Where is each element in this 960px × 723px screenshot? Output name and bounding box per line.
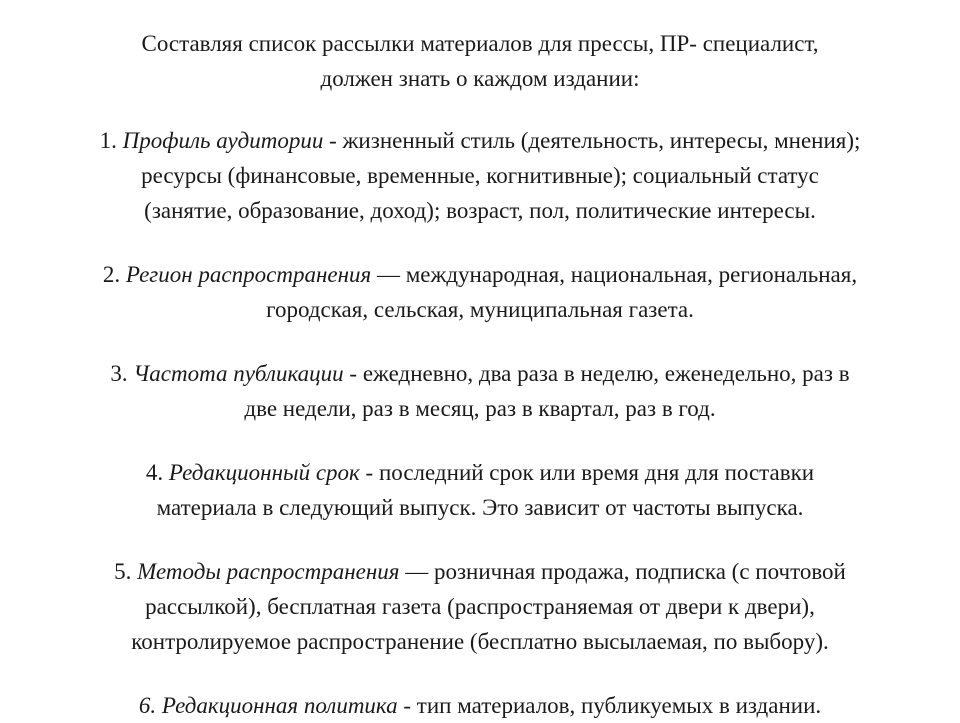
list-item-line — [0, 257, 960, 292]
list-item-line: (занятие, образование, доход); возраст, пол, политические интересы. — [144, 198, 816, 223]
item-description: — розничная продажа, подписка (с почтовой — [399, 559, 846, 584]
list-item-publication-frequency — [0, 356, 960, 426]
item-term: Частота публикации — [133, 361, 344, 386]
list-item-distribution-methods — [0, 554, 960, 659]
list-item-line — [0, 356, 960, 391]
item-number: 1. — [99, 128, 123, 153]
list-item-editorial-deadline — [0, 455, 960, 525]
list-item-line: рассылкой), бесплатная газета (распространяемая от двери к двери), — [145, 594, 815, 619]
item-term: Редакционный срок — [168, 460, 360, 485]
item-description: - тип материалов, публикуемых в издании. — [397, 693, 822, 718]
list-item-line: ресурсы (финансовые, временные, когнитивные); социальный статус — [141, 163, 819, 188]
intro-paragraph — [0, 26, 960, 96]
list-item-line: две недели, раз в месяц, раз в квартал, раз в год. — [244, 396, 716, 421]
item-description: - жизненный стиль (деятельность, интересы, мнения); — [323, 128, 861, 153]
list-item-line — [0, 554, 960, 589]
list-item-line — [0, 455, 960, 490]
list-item-distribution-region — [0, 257, 960, 327]
list-item-line — [0, 688, 960, 723]
item-number: 3. — [110, 361, 134, 386]
list-item-line: городская, сельская, муниципальная газета. — [266, 297, 694, 322]
item-number: 6. — [138, 693, 162, 718]
list-item-line — [0, 123, 960, 158]
item-number: 4. — [145, 460, 169, 485]
item-term: Регион распространения — [125, 262, 372, 287]
item-description: - последний срок или время дня для поставки — [359, 460, 815, 485]
item-number: 2. — [102, 262, 126, 287]
item-number: 5. — [114, 559, 138, 584]
item-term: Методы распространения — [137, 559, 400, 584]
intro-line-2: должен знать о каждом издании: — [320, 66, 640, 91]
list-item-line: материала в следующий выпуск. Это зависит от частоты выпуска. — [156, 495, 804, 520]
item-description: - ежедневно, два раза в неделю, еженедельно, раз в — [343, 361, 850, 386]
item-description: — международная, национальная, региональная, — [371, 262, 858, 287]
intro-line-1: Составляя список рассылки материалов для прессы, ПР- специалист, — [141, 31, 819, 56]
item-term: Редакционная политика — [161, 693, 398, 718]
list-item-editorial-policy — [0, 688, 960, 723]
item-term: Профиль аудитории — [122, 128, 324, 153]
list-item-audience-profile — [0, 123, 960, 228]
list-item-line: контролируемое распространение (бесплатно высылаемая, по выбору). — [131, 629, 829, 654]
